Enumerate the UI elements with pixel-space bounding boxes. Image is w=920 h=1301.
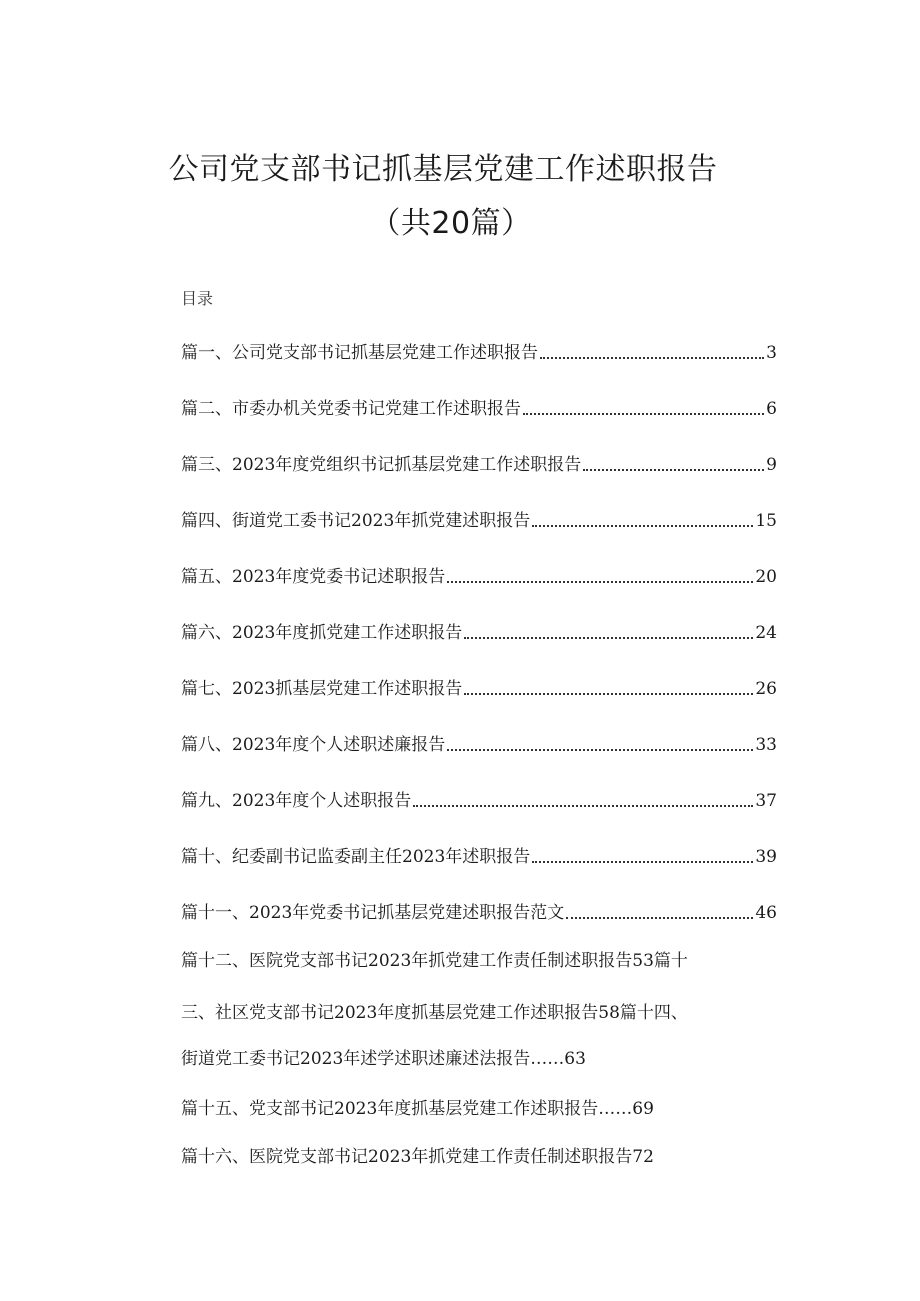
toc-entry-page: 39 [755, 847, 777, 867]
toc-run-line[interactable]: 篇十六、医院党支部书记2023年抓党建工作责任制述职报告72 [181, 1147, 654, 1167]
toc-heading: 目录 [181, 289, 214, 308]
toc-run-line[interactable]: 三、社区党支部书记2023年度抓基层党建工作述职报告58篇十四、 [181, 1003, 688, 1023]
toc-entry-title: 篇八、2023年度个人述职述廉报告 [181, 735, 446, 755]
toc-leader-dots [523, 413, 764, 415]
toc-entry-page: 33 [755, 735, 777, 755]
toc-entry[interactable] [181, 562, 777, 590]
toc-entry-title: 篇九、2023年度个人述职报告 [181, 791, 412, 811]
toc-entry[interactable] [181, 618, 777, 646]
toc-entry[interactable] [181, 506, 777, 534]
toc-run-line[interactable]: 篇十五、党支部书记2023年度抓基层党建工作述职报告……69 [181, 1099, 654, 1119]
document-title: 公司党支部书记抓基层党建工作述职报告 [168, 152, 718, 187]
toc-entry-title: 篇六、2023年度抓党建工作述职报告 [181, 623, 463, 643]
toc-entry-title: 篇五、2023年度党委书记述职报告 [181, 567, 446, 587]
toc-entry-page: 6 [766, 399, 777, 419]
toc-leader-dots [566, 917, 753, 919]
toc-leader-dots [583, 469, 764, 471]
toc-run-line[interactable]: 街道党工委书记2023年述学述职述廉述法报告……63 [181, 1049, 586, 1069]
toc-leader-dots [447, 749, 753, 751]
toc-entry-title: 篇十一、2023年党委书记抓基层党建述职报告范文 [181, 903, 565, 923]
toc-entry[interactable] [181, 842, 777, 870]
toc-leader-dots [447, 581, 753, 583]
toc-leader-dots [413, 805, 753, 807]
toc-entry-title: 篇二、市委办机关党委书记党建工作述职报告 [181, 399, 521, 419]
toc-run-line[interactable]: 篇十二、医院党支部书记2023年抓党建工作责任制述职报告53篇十 [181, 951, 688, 971]
toc-entry[interactable] [181, 730, 777, 758]
toc-entry[interactable] [181, 898, 777, 926]
document-subtitle: （共20篇） [370, 206, 532, 241]
toc-leader-dots [540, 357, 764, 359]
toc-entry-page: 3 [766, 343, 777, 363]
toc-entry[interactable] [181, 450, 777, 478]
toc-entry[interactable] [181, 674, 777, 702]
toc-entry-title: 篇十、纪委副书记监委副主任2023年述职报告 [181, 847, 531, 867]
toc-entry-page: 26 [755, 679, 777, 699]
toc-entry[interactable] [181, 394, 777, 422]
toc-entry[interactable] [181, 786, 777, 814]
toc-entry-title: 篇七、2023抓基层党建工作述职报告 [181, 679, 463, 699]
toc-entry-page: 37 [755, 791, 777, 811]
toc-entry-title: 篇四、街道党工委书记2023年抓党建述职报告 [181, 511, 531, 531]
toc-entry-page: 9 [766, 455, 777, 475]
toc-entry-page: 46 [755, 903, 777, 923]
toc-entry[interactable] [181, 338, 777, 366]
toc-entry-title: 篇三、2023年度党组织书记抓基层党建工作述职报告 [181, 455, 582, 475]
toc-leader-dots [464, 637, 753, 639]
toc-entry-page: 15 [755, 511, 777, 531]
toc-entry-title: 篇一、公司党支部书记抓基层党建工作述职报告 [181, 343, 538, 363]
toc-entry-page: 24 [755, 623, 777, 643]
toc-leader-dots [532, 861, 753, 863]
toc-entry-page: 20 [755, 567, 777, 587]
toc-leader-dots [464, 693, 753, 695]
toc-leader-dots [532, 525, 753, 527]
